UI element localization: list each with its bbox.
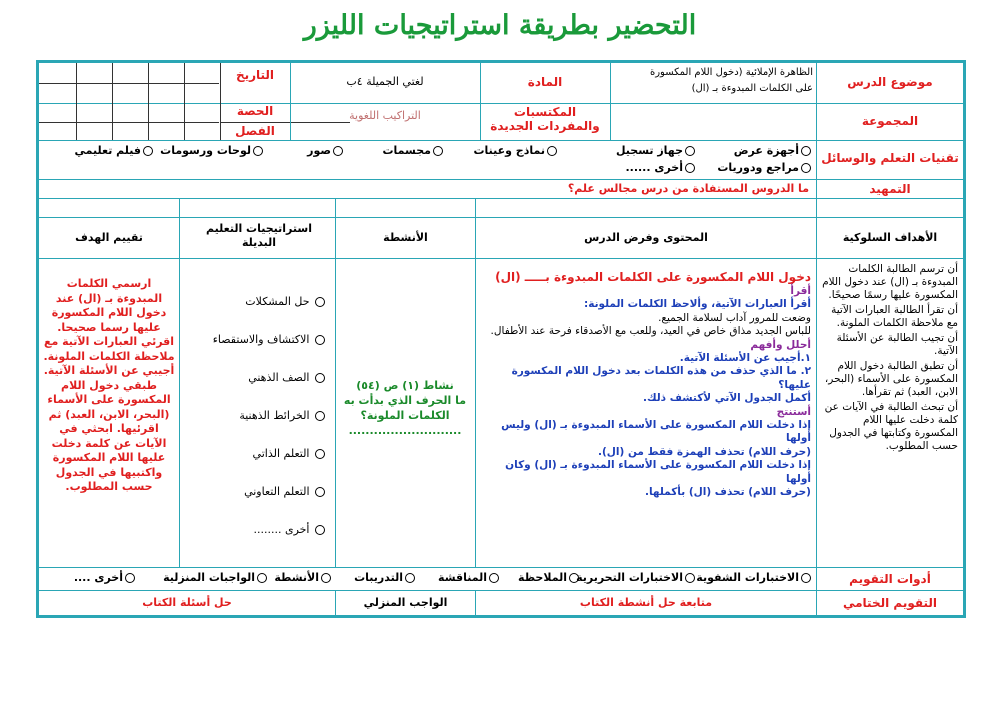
col-content: المحتوى وفرض الدرس xyxy=(584,231,708,244)
objective-item: أن تجيب الطالبة عن الأسئلة الآتية. xyxy=(836,332,958,357)
date-label: التاريخ xyxy=(235,68,275,82)
content-q2: ٢. ما الذي حذف من هذه الكلمات بعد دخول اللام المكسورة عليها؟ xyxy=(511,365,811,391)
tool-option[interactable]: الواجبات المنزلية xyxy=(163,571,267,584)
final-label: التقويم الختامي xyxy=(842,596,937,610)
lesson-topic-line1: الظاهرة الإملائية (دخول اللام المكسورة xyxy=(649,67,813,78)
activity-block xyxy=(339,378,471,438)
class-label: الفصل xyxy=(235,124,275,138)
content-rule-2: إذا دخلت اللام المكسورة على الأسماء المبدوءة بـ (ال) وكان أولها xyxy=(505,459,811,485)
acquisitions-label: المكتسبات والمفردات الجديدة xyxy=(490,105,600,133)
objective-item: أن تطبق الطالبة دخول اللام المكسورة على الأسماء (البحر، الابن، العبد) ثم تقرأها. xyxy=(824,360,958,398)
strategy-item[interactable]: التعلم الذاتي xyxy=(189,447,325,485)
col-activities: الأنشطة xyxy=(383,231,428,244)
tech-option[interactable]: أخرى ...... xyxy=(625,161,695,174)
tool-option[interactable]: التدريبات xyxy=(354,571,415,584)
strategy-item[interactable]: حل المشكلات xyxy=(189,295,325,333)
tech-option[interactable]: جهاز تسجيل xyxy=(616,144,695,157)
strategy-item[interactable]: أخرى ........ xyxy=(189,523,325,561)
subject-value: لغتي الجميلة ٤ب xyxy=(346,75,424,88)
tools-options xyxy=(39,571,815,589)
content-conclude: أستنتج xyxy=(776,405,811,418)
objective-item: أن ترسم الطالبة الكلمات المبدوءة بـ (ال) عند دخول اللام المكسورة عليها رسمًا صحيحًا. xyxy=(822,263,958,301)
homework-value: حل أسئلة الكتاب xyxy=(142,596,232,609)
page-title: التحضير بطريقة استراتيجيات الليزر xyxy=(303,10,697,41)
tech-option[interactable]: مراجع ودوريات xyxy=(717,161,811,174)
strategy-item[interactable]: الصف الذهني xyxy=(189,371,325,409)
homework-label: الواجب المنزلي xyxy=(363,596,448,609)
evaluation-text: ارسمي الكلمات المبدوءة بـ (ال) عند دخول اللام المكسورة عليها رسما صحيحا. اقرئي العبارات الآتية مع ملاحظة الكلمات الملونة. أجيبي عن الأسئلة الآتية. طبقي دخول اللام المكسورة على الأسماء (البحر، الابن، العبد) ثم اقرئيها. ابحثي في الآيات عن كلمة دخلت عليها اللام المكسورة واكتبيها في الجدول حسب المطلوب. xyxy=(43,277,175,493)
content-heading: دخول اللام المكسورة على الكلمات المبدوءة بـــــ (ال) xyxy=(495,270,811,284)
acquisitions-value: التراكيب اللغوية xyxy=(349,109,421,122)
objective-item: أن تقرأ الطالبة العبارات الآتية مع ملاحظة الكلمات الملونة. xyxy=(831,304,958,329)
content-sentence-1: وضعت للمرور آداب لسلامة الجميع. xyxy=(658,311,811,324)
content-rule-2b: (حرف اللام) تحذف (ال) بأكملها. xyxy=(645,486,811,499)
activity-dots: ........................... xyxy=(348,424,462,437)
final-follow: متابعة حل أنشطة الكتاب xyxy=(579,596,713,609)
strategy-item[interactable]: الاكتشاف والاستقصاء xyxy=(189,333,325,371)
group-label: المجموعة xyxy=(861,114,919,128)
tech-options xyxy=(39,142,815,178)
tool-option[interactable]: المناقشة xyxy=(438,571,499,584)
content-block xyxy=(481,269,811,500)
strategies-list xyxy=(189,295,325,561)
period-label: الحصة xyxy=(236,104,274,118)
tech-option[interactable]: مجسمات xyxy=(383,144,444,157)
activity-line2: ما الحرف الذي بدأت به الكلمات الملونة؟ xyxy=(343,394,467,422)
activity-line1: نشاط (١) ص (٥٤) xyxy=(356,379,454,392)
tech-option[interactable]: نماذج وعينات xyxy=(473,144,557,157)
intro-question: ما الدروس المستفادة من درس مجالس علم؟ xyxy=(567,182,809,195)
tech-option[interactable]: أجهزة عرض xyxy=(734,144,811,157)
tool-option[interactable]: الأنشطة xyxy=(274,571,331,584)
objective-item: أن تبحث الطالبة في الآيات عن كلمة دخلت عليها اللام المكسورة وكتابتها في الجدول حسب المطلوب. xyxy=(824,401,958,452)
strategy-item[interactable]: التعلم التعاوني xyxy=(189,485,325,523)
col-evaluation: تقييم الهدف xyxy=(75,231,143,244)
content-q3: أكمل الجدول الآتي لأكتشف ذلك. xyxy=(642,392,811,405)
tech-option[interactable]: صور xyxy=(307,144,343,157)
tools-label: أدوات التقويم xyxy=(849,572,931,586)
content-read-instr: أقرأ العبارات الآتية، وألاحظ الكلمات الملونة: xyxy=(584,298,811,311)
content-q1: ١.أجيب عن الأسئلة الآتية. xyxy=(679,352,811,365)
content-analyze: أحلل وأفهم xyxy=(750,338,811,351)
content-sentence-2: للباس الجديد مذاق خاص في العيد، وللعب مع الأصدقاء فرحة عند الأطفال. xyxy=(490,325,811,338)
tool-option[interactable]: أخرى .... xyxy=(74,571,135,584)
tool-option[interactable]: الاختبارات الشفوية xyxy=(696,571,811,584)
col-objectives: الأهداف السلوكية xyxy=(842,231,938,244)
tool-option[interactable]: الاختبارات التحريرية xyxy=(576,571,695,584)
content-read: أقرأ xyxy=(790,285,811,297)
tech-label: تقنيات التعلم والوسائل xyxy=(821,151,959,165)
content-rule-1b: (حرف اللام) تحذف الهمزة فقط من (ال). xyxy=(598,445,811,458)
tech-option[interactable]: فيلم تعليمي xyxy=(75,144,153,157)
lesson-plan-table xyxy=(36,60,966,618)
intro-label: التمهيد xyxy=(869,182,911,196)
lesson-topic-line2: على الكلمات المبدوءة بـ (ال) xyxy=(691,83,813,94)
tech-option[interactable]: لوحات ورسومات xyxy=(160,144,263,157)
tool-option[interactable]: الملاحظة xyxy=(518,571,579,584)
content-rule-1: إذا دخلت اللام المكسورة على الأسماء المبدوءة بـ (ال) وليس أولها xyxy=(501,419,811,445)
objectives-list xyxy=(820,263,958,453)
subject-label: المادة xyxy=(527,75,563,89)
col-strategies: استراتيجيات التعليم البديلة xyxy=(206,222,312,249)
strategy-item[interactable]: الخرائط الذهنية xyxy=(189,409,325,447)
lesson-topic-label: موضوع الدرس xyxy=(847,75,933,89)
